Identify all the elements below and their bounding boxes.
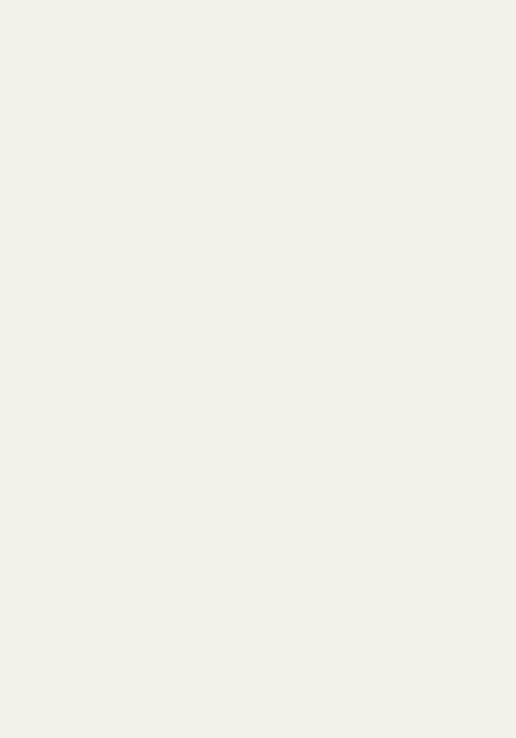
bottom-text-block (30, 372, 482, 688)
top-text-block (30, 48, 482, 348)
